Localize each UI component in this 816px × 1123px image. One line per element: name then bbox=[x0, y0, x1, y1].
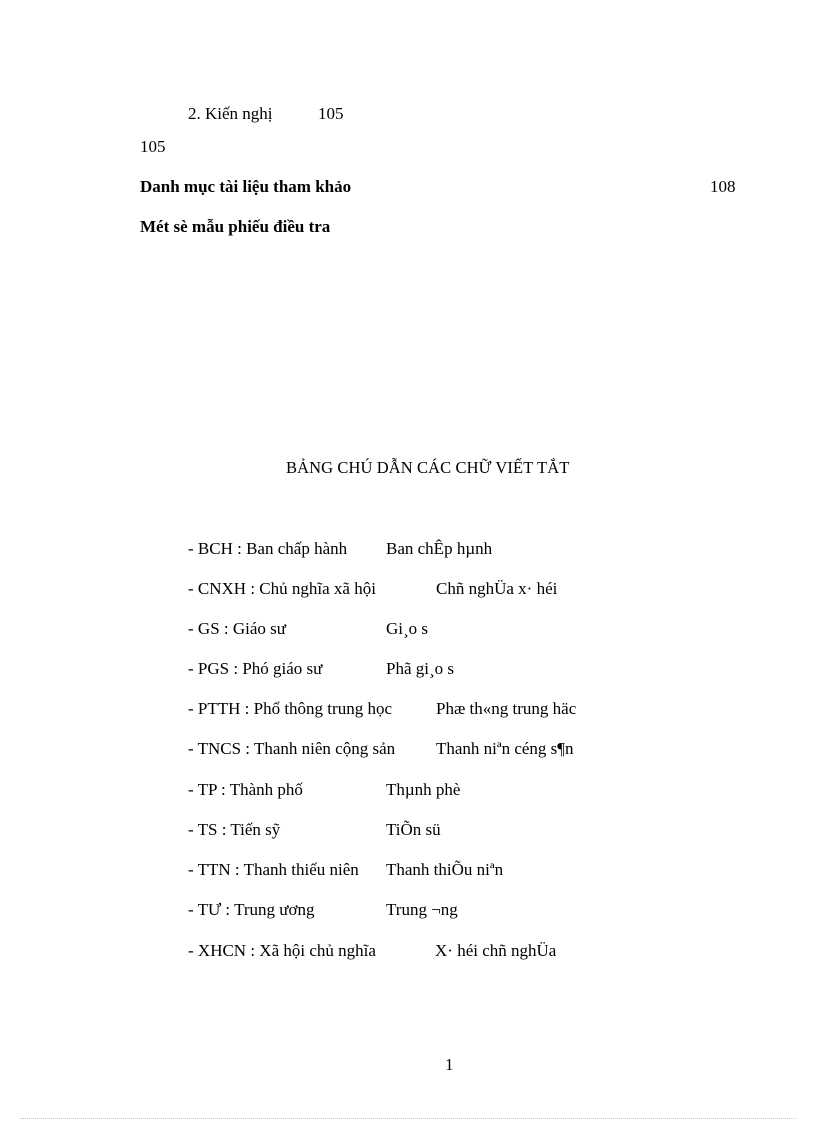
abbr-alt: Phæ th«ng trung häc bbox=[436, 699, 577, 718]
abbreviations-title: BẢNG CHÚ DẪN CÁC CHỮ VIẾT TẮT bbox=[286, 458, 570, 477]
abbr-term: - PGS : Phó giáo sư bbox=[188, 659, 323, 678]
abbr-term: - TP : Thành phố bbox=[188, 780, 303, 799]
abbr-term: - TNCS : Thanh niên cộng sản bbox=[188, 739, 396, 758]
abbr-alt: Chñ nghÜa x· héi bbox=[436, 579, 558, 598]
page-bottom-divider bbox=[20, 1118, 796, 1119]
abbr-alt: TiÕn sü bbox=[386, 820, 441, 839]
abbr-alt: X· héi chñ nghÜa bbox=[435, 941, 557, 960]
toc-entry-references-page: 108 bbox=[710, 177, 736, 196]
abbr-alt: Ban chÊp hµnh bbox=[386, 539, 493, 558]
toc-entry-kien-nghi bbox=[188, 104, 273, 124]
toc-entry-survey: Mét sè mẫu phiếu điều tra bbox=[140, 217, 331, 236]
abbr-alt: Thanh niªn céng s¶n bbox=[436, 739, 574, 758]
abbr-alt: Trung ¬ng bbox=[386, 900, 458, 919]
abbr-term: - TS : Tiến sỹ bbox=[188, 820, 281, 839]
abbr-alt: Thµnh phè bbox=[386, 780, 461, 799]
abbr-alt: Thanh thiÕu niªn bbox=[386, 860, 504, 879]
abbr-term: - GS : Giáo sư bbox=[188, 619, 286, 638]
abbr-term: - BCH : Ban chấp hành bbox=[188, 539, 348, 558]
toc-orphan-page-number: 105 bbox=[140, 137, 166, 156]
abbr-alt: Gi¸o s bbox=[386, 619, 429, 638]
abbr-term: - TTN : Thanh thiếu niên bbox=[188, 860, 359, 879]
toc-entry-label: 2. Kiến nghị bbox=[188, 104, 273, 123]
abbr-term: - PTTH : Phổ thông trung học bbox=[188, 699, 392, 718]
abbr-alt: Phã gi¸o s bbox=[386, 659, 454, 678]
abbr-term: - TƯ : Trung ương bbox=[188, 900, 315, 919]
abbr-term: - XHCN : Xã hội chủ nghĩa bbox=[188, 941, 376, 960]
abbr-term: - CNXH : Chủ nghĩa xã hội bbox=[188, 579, 376, 598]
toc-entry-references: Danh mục tài liệu tham khảo bbox=[140, 177, 352, 196]
toc-entry-page: 105 bbox=[318, 104, 344, 123]
page-number: 1 bbox=[445, 1055, 454, 1074]
